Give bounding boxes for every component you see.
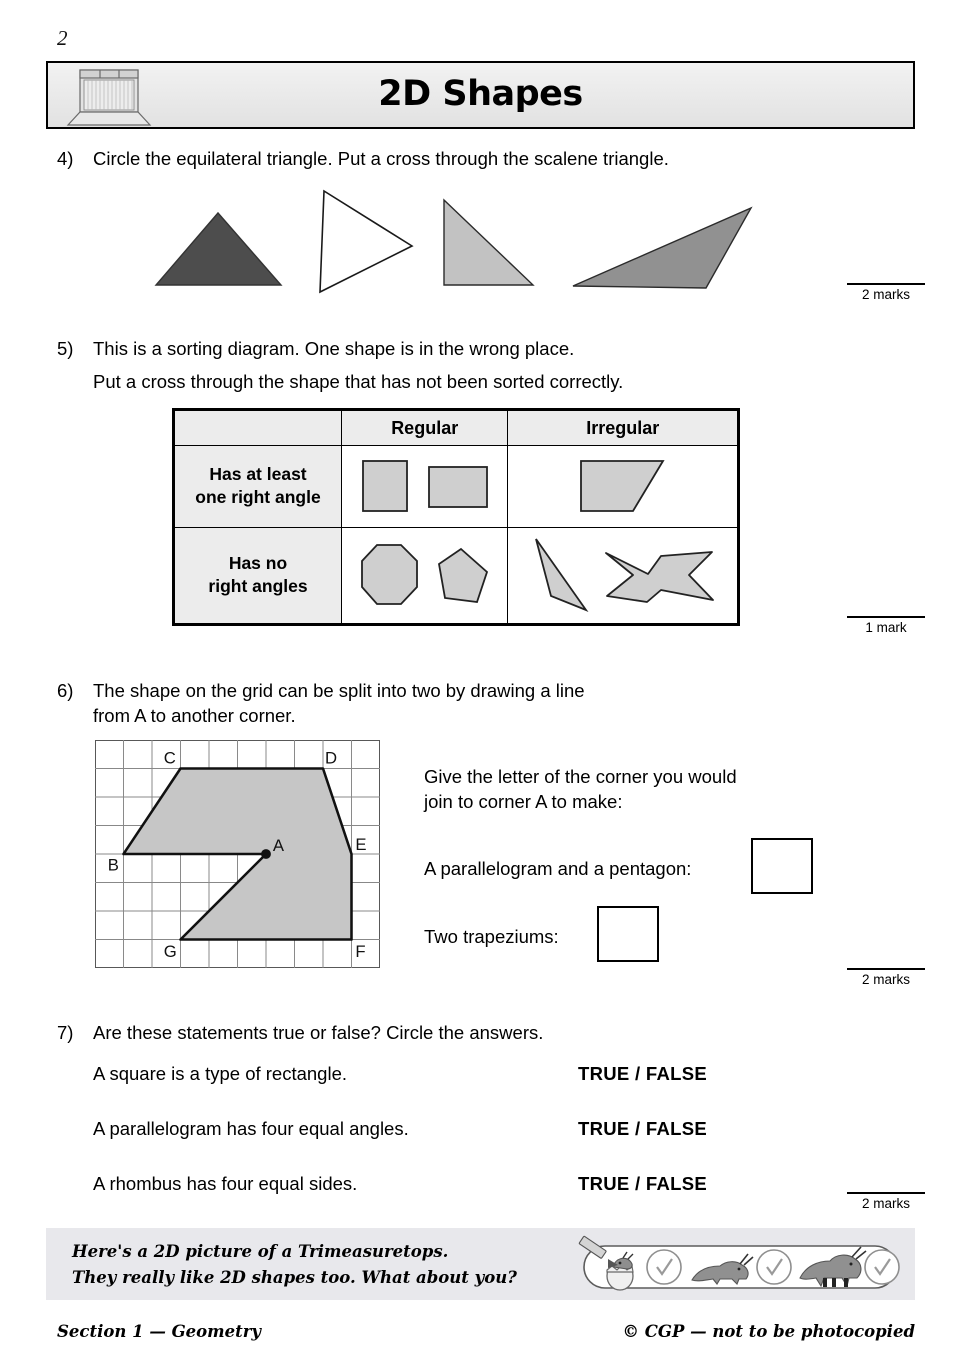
rectangle-shape[interactable] [425,457,491,515]
sorting-diagram-table [172,408,740,626]
question-6-grid[interactable] [95,738,380,970]
row-label-line2: right angles [208,576,308,597]
question-6-instruction-line2: join to corner A to make: [424,791,623,812]
column-header-irregular: Irregular [508,411,738,446]
question-4-marks: 2 marks [847,283,925,302]
joke-line-1: Here's a 2D picture of a Trimeasuretops. [72,1242,449,1261]
statement-1: A square is a type of rectangle. [93,1063,348,1084]
column-header-regular: Regular [342,411,508,446]
question-5-prompt-line2: Put a cross through the shape that has not been sorted correctly. [93,371,624,392]
page-title-bar [46,61,915,129]
question-7-marks: 2 marks [847,1192,925,1211]
thin-triangle-shape[interactable] [529,536,591,614]
question-7-prompt: Are these statements true or false? Circle the answers. [93,1022,544,1043]
question-6-prompt-line1: The shape on the grid can be split into two by drawing a line [93,680,585,701]
corner-point-a [261,849,271,859]
dinosaur-progress-strip [574,1234,904,1294]
question-6-prompt-line2: from A to another corner. [93,705,296,726]
tick-circle-2 [757,1250,791,1284]
cell-regular-right-angle [342,446,508,528]
true-false-options-2[interactable]: TRUE / FALSE [578,1118,707,1139]
statement-2: A parallelogram has four equal angles. [93,1118,409,1139]
grid-label-d: D [324,748,338,768]
answer-box-parallelogram-pentagon[interactable] [751,838,813,894]
joke-line-2: They really like 2D shapes too. What about you? [72,1268,517,1287]
cell-regular-no-right-angle [342,527,508,623]
question-4-shapes [46,178,846,298]
statement-3: A rhombus has four equal sides. [93,1173,358,1194]
tick-circle-3 [865,1250,899,1284]
question-5-prompt-line1: This is a sorting diagram. One shape is in the wrong place. [93,338,575,359]
question-5-number: 5) [57,338,74,359]
cell-irregular-right-angle [508,446,738,528]
tick-circle-1 [647,1250,681,1284]
grid-label-b: B [107,855,119,875]
square-shape[interactable] [359,453,411,519]
row-label-line1: Has at least [209,464,307,485]
page-number: 2 [57,26,68,50]
footer-copyright: © CGP — not to be photocopied [622,1322,915,1341]
question-6-marks: 2 marks [847,968,925,987]
row-label-line2: one right angle [195,487,321,508]
true-false-options-3[interactable]: TRUE / FALSE [578,1173,707,1194]
isosceles-triangle-outline-shape[interactable] [320,191,412,292]
grid-label-g: G [163,942,177,962]
four-point-star-shape[interactable] [601,544,717,606]
pentagon-shape[interactable] [435,544,493,606]
footer-section-label: Section 1 — Geometry [57,1322,262,1341]
grid-label-e: E [355,835,367,855]
right-angled-triangle-shape[interactable] [444,200,533,285]
answer-box-two-trapeziums[interactable] [597,906,659,962]
row-label-no-right-angles [175,527,342,623]
question-4-number: 4) [57,148,74,169]
grid-label-f: F [355,942,366,962]
page-title: 2D Shapes [378,74,583,115]
answer-label-parallelogram-pentagon: A parallelogram and a pentagon: [424,858,692,879]
grid-label-c: C [163,748,176,768]
scalene-triangle-shape[interactable] [573,208,751,288]
equilateral-triangle-shape[interactable] [156,213,281,285]
question-5-marks: 1 mark [847,616,925,635]
answer-label-two-trapeziums: Two trapeziums: [424,926,559,947]
octagon-shape[interactable] [357,541,421,609]
question-6-instruction-line1: Give the letter of the corner you would [424,766,737,787]
table-corner-cell [175,411,342,446]
true-false-options-1[interactable]: TRUE / FALSE [578,1063,707,1084]
joke-box [46,1228,915,1300]
row-label-line1: Has no [228,553,288,574]
row-label-has-right-angle [175,446,342,528]
right-trapezium-shape[interactable] [577,455,669,517]
question-7-number: 7) [57,1022,74,1043]
grid-label-a: A [272,836,285,856]
cell-irregular-no-right-angle [508,527,738,623]
question-6-number: 6) [57,680,74,701]
question-4-prompt: Circle the equilateral triangle. Put a cross through the scalene triangle. [93,148,669,169]
